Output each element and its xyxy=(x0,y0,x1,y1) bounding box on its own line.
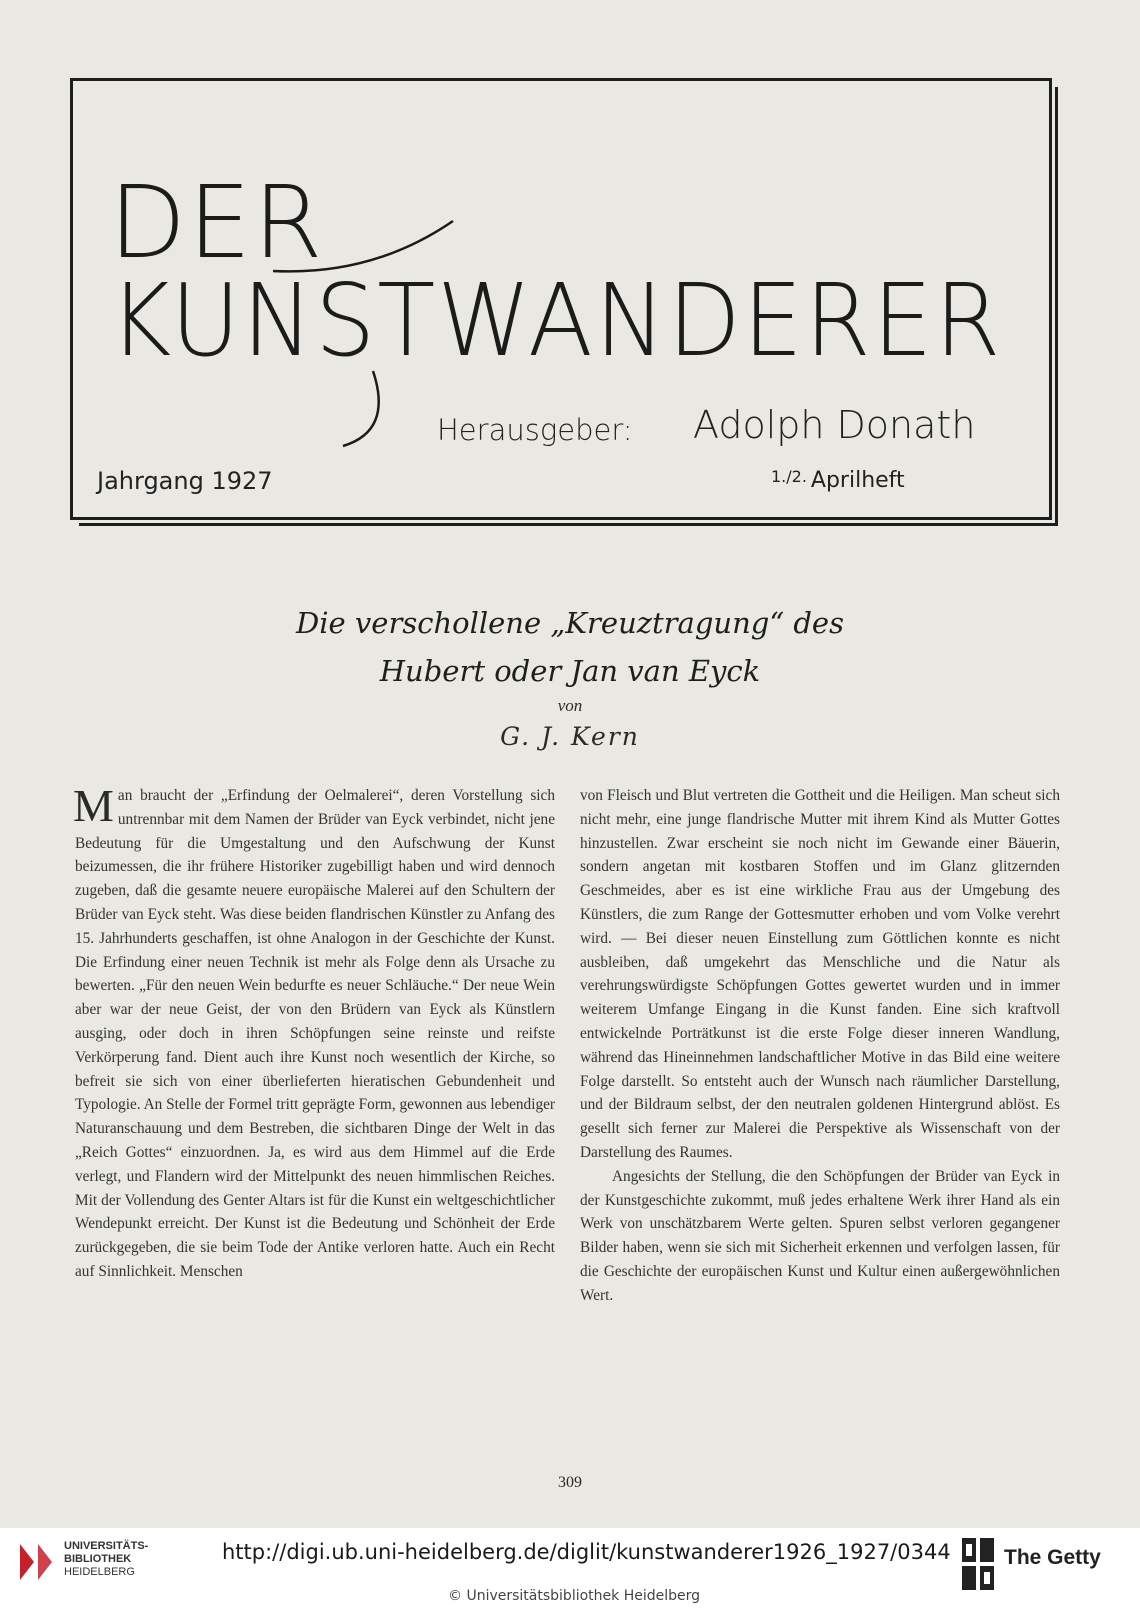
masthead-title-der: DER xyxy=(109,164,325,281)
issue-label: Aprilheft xyxy=(810,468,905,493)
library-line1: UNIVERSITÄTS- xyxy=(64,1540,149,1552)
footer-bar xyxy=(0,1528,1140,1614)
right-column xyxy=(580,784,1060,1308)
article-title-line1: Die verschollene „Kreuztragung“ des xyxy=(296,606,844,640)
drop-cap: M xyxy=(73,780,114,831)
library-name xyxy=(64,1540,148,1579)
editor-name: Adolph Donath xyxy=(693,403,976,447)
page-number: 309 xyxy=(558,1474,582,1491)
partner-name: The Getty xyxy=(1004,1546,1101,1569)
article-title-line2: Hubert oder Jan van Eyck xyxy=(379,654,761,688)
left-column-paragraph xyxy=(73,780,555,1284)
ub-heidelberg-logo-icon xyxy=(16,1540,56,1584)
masthead-frame xyxy=(70,78,1052,520)
issue-info xyxy=(771,467,905,493)
volume-year: Jahrgang 1927 xyxy=(97,467,273,495)
copyright-notice: © Universitätsbibliothek Heidelberg xyxy=(448,1588,701,1604)
masthead-title-kunstwanderer: KUNSTWANDERER xyxy=(109,262,1003,379)
library-line3: HEIDELBERG xyxy=(64,1566,135,1578)
issue-number: 1./2. xyxy=(771,467,807,486)
getty-logo-icon xyxy=(960,1536,996,1592)
editor-label: Herausgeber: xyxy=(437,413,633,447)
left-column xyxy=(73,780,555,1284)
library-line2: BIBLIOTHEK xyxy=(64,1553,132,1565)
byline-prefix: von xyxy=(557,696,583,715)
right-column-paragraph-1: von Fleisch und Blut vertreten die Gottheit und die Heiligen. Man scheut sich nicht mehr, eine junge flandrische Mutter mit ihrem Kind als Mutter Gottes hinzustellen. Zwar erscheint sie noch nicht im Gewande einer Bäuerin, sondern angetan mit kostbaren Stoffen und im Glanz glitzernden Geschmeides, aber es ist eine wirkliche Frau aus der Umgebung des Künstlers, die zum Range der Gottesmutter erhoben und vom Volke verehrt wird. — Bei dieser neuen Einstellung zum Göttlichen konnte es nicht ausbleiben, daß umgekehrt das Menschliche und die Natur als verehrungswürdigste Schöpfungen Gottes gewertet wurden und in immer weiterem Umfange Eingang in die Kunst fanden. Eine sich kraftvoll entwickelnde Porträtkunst ist die erste Folge dieser inneren Wandlung, während das Hineinnehmen landschaftlicher Motive in das Bild eine weitere Folge darstellt. So entsteht auch der Wunsch nach räumlicher Darstellung, und der Bildraum selbst, der den neutralen goldenen Hintergrund ablöst. Es gesellt sich ferner zur Malerei die Perspektive als Wissenschaft von der Darstellung des Raumes. xyxy=(580,787,1060,1161)
left-column-text: an braucht der „Erfindung der Oelmalerei“, deren Vorstellung sich untrennbar mit dem Namen der Brüder van Eyck verbindet, nicht jene Bedeutung für die Umgestaltung und den Aufschwung der Kunst beizumessen, die ihr frühere Historiker zugebilligt haben und wird dennoch zugeben, daß die gesamte neuere europäische Malerei auf den Schultern der Brüder van Eyck steht. Was diese beiden flandrischen Künstler zu Anfang des 15. Jahrhunderts geschaffen, ist ohne Analogon in der Geschichte der Kunst. Die Erfindung einer neuen Technik ist mehr als Folge denn als Ursache zu bewerten. „Für den neuen Wein bedurfte es neuer Schläuche.“ Der neue Wein aber war der neue Geist, der von den Brüdern van Eyck als Künstlern ausging, oder doch in ihren Schöpfungen seine reinste und reifste Verkörperung fand. Dient auch ihre Kunst noch wesentlich der Kirche, so befreit sie sich von einer überlieferten hieratischen Gebundenheit und Typologie. An Stelle der Formel tritt geprägte Form, gewonnen aus lebendiger Naturanschauung und dem Bestreben, die sichtbaren Dinge der Welt in das „Reich Gottes“ einzuordnen. Ja, es wird aus dem Himmel auf die Erde verlegt, und Flandern wird der Mittelpunkt des neuen himmlischen Reiches. Mit der Vollendung des Genter Altars ist für die Kunst ein weltgeschichtlicher Wendepunkt erreicht. Der Kunst ist die Bedeutung und Schönheit der Erde zurückgegeben, die sie beim Tode der Antike verloren hatte. Auch ein Recht auf Sinnlichkeit. Menschen xyxy=(75,787,555,1280)
right-column-paragraph-2: Angesichts der Stellung, die den Schöpfungen der Brüder van Eyck in der Kunstgeschichte zukommt, muß jedes erhaltene Werk ihrer Hand als ein Werk von unschätzbarem Werte gelten. Spuren selbst verloren gegangener Bilder haben, wenn sie sich mit Sicherheit erkennen und verfolgen lassen, für die Geschichte der europäischen Kunst und Kultur einen außergewöhnlichen Wert. xyxy=(580,1167,1060,1304)
permalink-url[interactable]: http://digi.ub.uni-heidelberg.de/diglit/kunstwanderer1926_1927/0344 xyxy=(222,1540,951,1564)
article-author: G. J. Kern xyxy=(500,722,640,751)
